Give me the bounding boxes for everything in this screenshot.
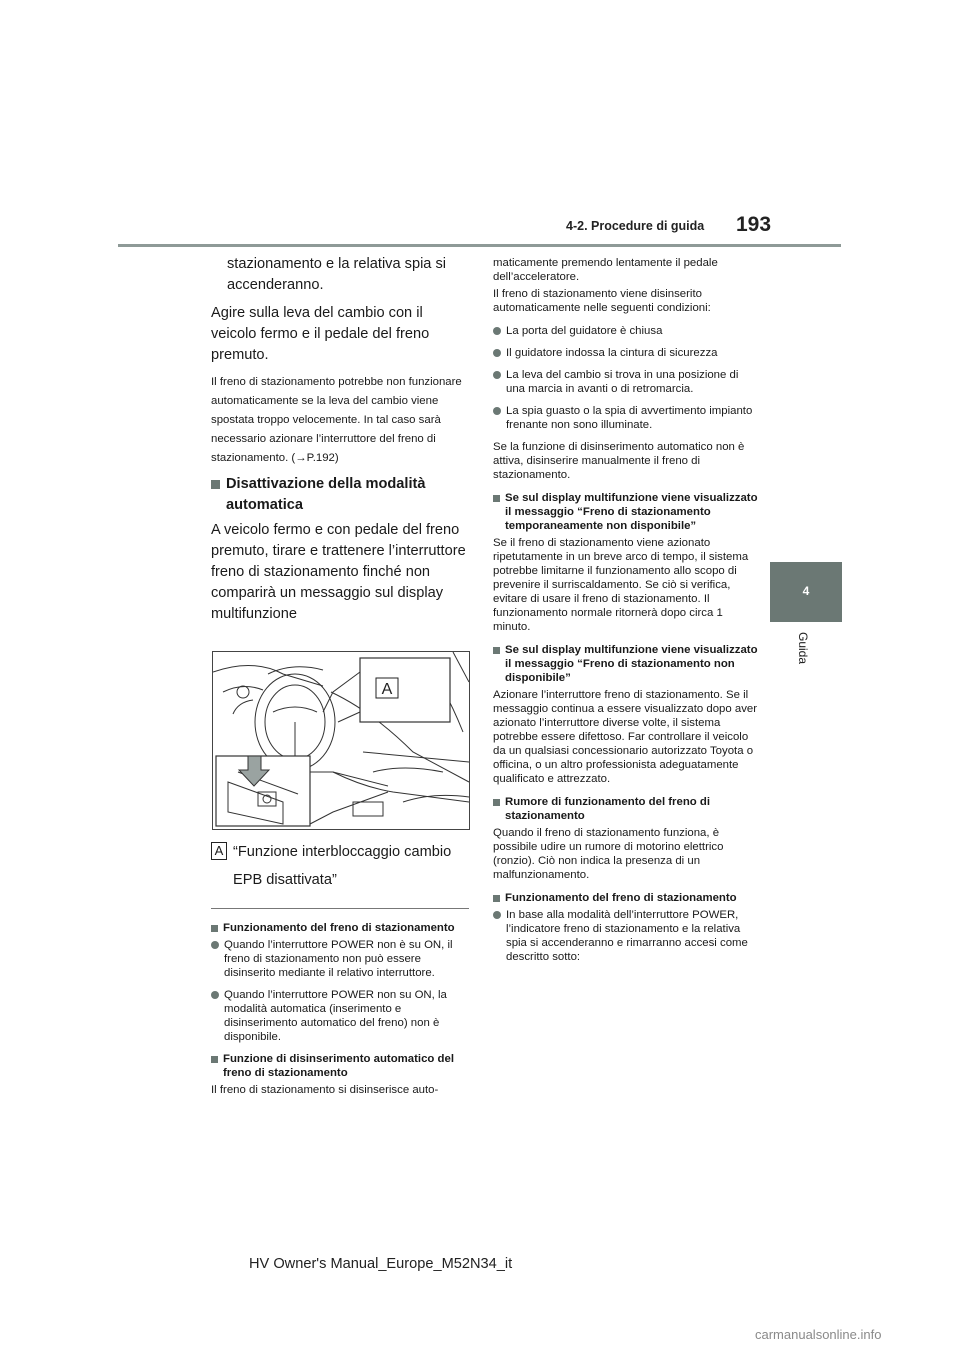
bullet-dot-icon bbox=[493, 371, 501, 379]
section-heading-text: Funzionamento del freno di stazionamento bbox=[505, 892, 737, 904]
section-heading bbox=[211, 1052, 469, 1080]
figure-label: A bbox=[381, 681, 393, 698]
section-heading-text: Funzionamento del freno di stazionamento bbox=[223, 922, 455, 934]
square-bullet-icon bbox=[493, 647, 500, 654]
section-title: 4-2. Procedure di guida bbox=[566, 219, 705, 233]
section-heading-text: Se sul display multifunzione viene visualizzato il messaggio “Freno di stazionamento temporaneamente non disponibile” bbox=[505, 492, 758, 532]
bullet-text: Il guidatore indossa la cintura di sicurezza bbox=[506, 347, 718, 359]
callout-letter: A bbox=[211, 842, 227, 860]
bullet-dot-icon bbox=[493, 407, 501, 415]
bullet-dot-icon bbox=[493, 327, 501, 335]
section-heading bbox=[211, 921, 469, 935]
chapter-tab bbox=[770, 562, 842, 622]
paragraph: stazionamento e la relativa spia si accenderanno. bbox=[227, 256, 447, 293]
divider bbox=[211, 908, 469, 909]
section-heading bbox=[493, 491, 759, 533]
header-rule bbox=[118, 244, 841, 247]
cockpit-illustration bbox=[213, 652, 469, 829]
bullet-text: La leva del cambio si trova in una posizione di una marcia in avanti o di retromarcia. bbox=[506, 369, 739, 395]
paragraph: Agire sulla leva del cambio con il veicolo fermo e il pedale del freno premuto. bbox=[211, 305, 430, 363]
bullet-item bbox=[211, 988, 469, 1044]
chapter-label: Guida bbox=[796, 632, 810, 665]
section-heading bbox=[493, 795, 759, 823]
callout-text: “Funzione interbloccaggio cambio EPB disattivata” bbox=[233, 844, 452, 888]
subheading bbox=[211, 474, 469, 516]
bullet-dot-icon bbox=[493, 911, 501, 919]
bullet-text: La spia guasto o la spia di avvertimento impianto frenante non sono illuminate. bbox=[506, 405, 753, 431]
bullet-text: In base alla modalità dell’interruttore POWER, l’indicatore freno di stazionamento e la relativa spia si accenderanno e rimarranno accesi come descritto sotto: bbox=[506, 909, 748, 963]
bullet-dot-icon bbox=[211, 941, 219, 949]
bullet-item bbox=[211, 938, 469, 980]
paragraph: maticamente premendo lentamente il pedale dell’acceleratore. bbox=[493, 257, 718, 283]
callout bbox=[211, 838, 469, 894]
chapter-number: 4 bbox=[802, 584, 810, 598]
left-column bbox=[211, 254, 469, 1106]
paragraph: Se la funzione di disinserimento automatico non è attiva, disinserire manualmente il freno di stazionamento. bbox=[493, 441, 745, 481]
paragraph: Se il freno di stazionamento viene azionato ripetutamente in un breve arco di tempo, il sistema potrebbe limitarne il funzionamento allo scopo di prevenire il surriscaldamento. Se ciò si verifica, evitare di usare il freno di stazionamento. Il funzionamento normale ritornerà dopo circa 1 minuto. bbox=[493, 537, 749, 633]
square-bullet-icon bbox=[493, 495, 500, 502]
square-bullet-icon bbox=[211, 925, 218, 932]
bullet-dot-icon bbox=[211, 991, 219, 999]
square-bullet-icon bbox=[211, 480, 220, 489]
page-number: 193 bbox=[736, 213, 772, 236]
paragraph: A veicolo fermo e con pedale del freno premuto, tirare e trattenere l’interruttore freno di stazionamento finché non comparirà un messaggio sul display multifunzione bbox=[211, 522, 466, 622]
parking-brake-figure bbox=[212, 651, 470, 830]
paragraph: Il freno di stazionamento viene disinserito automaticamente nelle seguenti condizioni: bbox=[493, 288, 711, 314]
bullet-item bbox=[493, 404, 759, 432]
bullet-item bbox=[493, 346, 759, 360]
square-bullet-icon bbox=[493, 895, 500, 902]
bullet-item bbox=[493, 368, 759, 396]
bullet-text: La porta del guidatore è chiusa bbox=[506, 325, 663, 337]
square-bullet-icon bbox=[493, 799, 500, 806]
bullet-item bbox=[493, 324, 759, 338]
footer-text: HV Owner's Manual_Europe_M52N34_it bbox=[249, 1256, 513, 1272]
paragraph: Il freno di stazionamento si disinserisce auto- bbox=[211, 1084, 439, 1096]
section-heading bbox=[493, 891, 759, 905]
bullet-item bbox=[493, 908, 759, 964]
square-bullet-icon bbox=[211, 1056, 218, 1063]
section-heading-text: Rumore di funzionamento del freno di stazionamento bbox=[505, 796, 711, 822]
section-heading-text: Funzione di disinserimento automatico del freno di stazionamento bbox=[223, 1053, 454, 1079]
section-heading-text: Se sul display multifunzione viene visualizzato il messaggio “Freno di stazionamento non disponibile” bbox=[505, 644, 758, 684]
bullet-dot-icon bbox=[493, 349, 501, 357]
bullet-text: Quando l’interruttore POWER non è su ON, il freno di stazionamento non può essere disinserito mediante il relativo interruttore. bbox=[224, 939, 453, 979]
paragraph: Azionare l’interruttore freno di stazionamento. Se il messaggio continua a essere visualizzato dopo aver azionato l’interruttore diverse volte, il sistema potrebbe essere difettoso. Far controllare il veicolo da un qualsiasi concessionario autorizzato Toyota o officina, o un altro professionista adeguatamente qualificato e attrezzato. bbox=[493, 689, 758, 785]
paragraph: Quando il freno di stazionamento funziona, è possibile udire un rumore di motorino elettrico (ronzio). Ciò non indica la presenza di un malfunzionamento. bbox=[493, 827, 724, 881]
bullet-text: Quando l’interruttore POWER non su ON, la modalità automatica (inserimento e disinserimento automatico del freno) non è disponibile. bbox=[224, 989, 447, 1043]
section-heading bbox=[493, 643, 759, 685]
watermark: carmanualsonline.info bbox=[755, 1327, 882, 1342]
subheading-text: Disattivazione della modalità automatica bbox=[226, 476, 426, 513]
right-column bbox=[493, 256, 759, 972]
note: Il freno di stazionamento potrebbe non funzionare automaticamente se la leva del cambio viene spostata troppo velocemente. In tal caso sarà necessario azionare l’interruttore del freno di stazionamento. (→P.192) bbox=[211, 376, 462, 464]
